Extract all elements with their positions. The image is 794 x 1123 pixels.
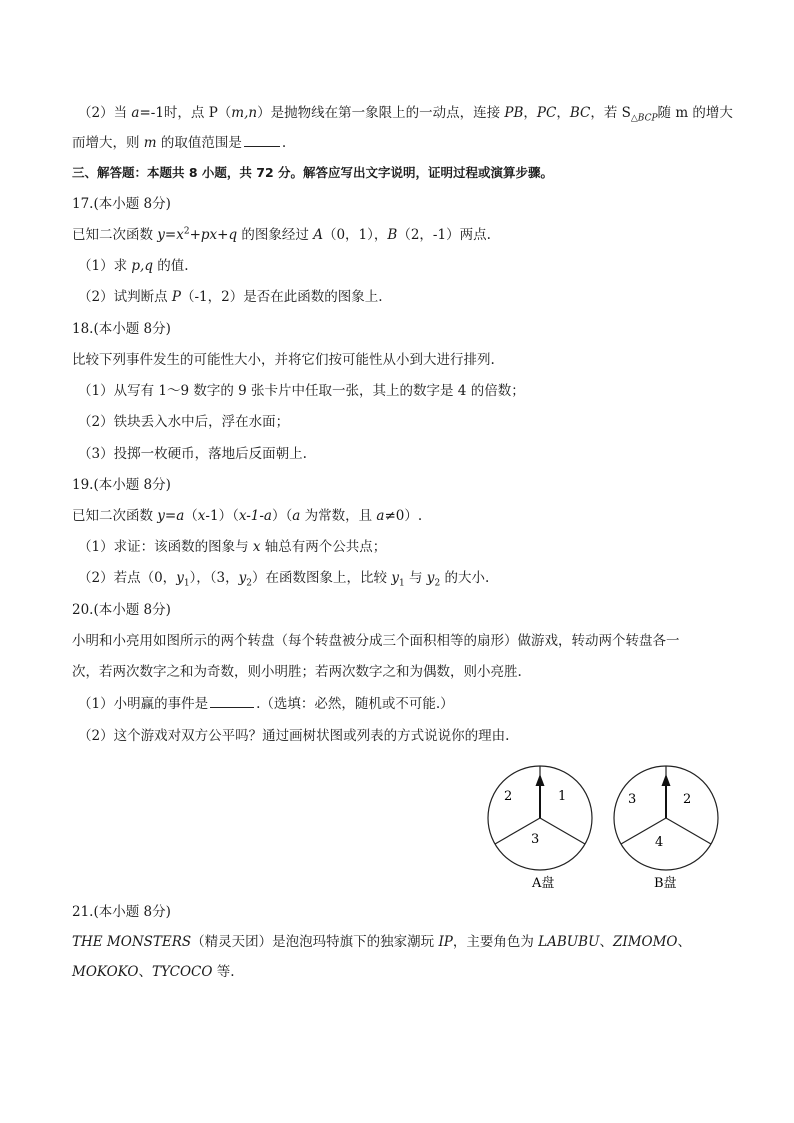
q20-stem-line1: 小明和小亮用如图所示的两个转盘（每个转盘被分成三个面积相等的扇形）做游戏，转动两个转盘各一: [72, 633, 680, 649]
q20-part2: （2）这个游戏对双方公平吗？通过画树状图或列表的方式说说你的理由.: [78, 728, 510, 744]
spinner-a-number-bottom: 3: [531, 832, 540, 847]
q18-part2: （2）铁块丢入水中后，浮在水面；: [78, 414, 290, 430]
arrow-up-icon: [536, 774, 545, 786]
spinner-figure: [482, 760, 732, 900]
q19-part2: （2）若点（0，$y_1$），（3，$y_2$）在函数图象上，比较 $y_1$ 与 $y_2$ 的大小.: [78, 570, 490, 589]
spinner-b-number-right: 2: [683, 792, 692, 807]
q20-part1: （1）小明赢的事件是 .（选填：必然，随机或不可能.）: [78, 696, 454, 712]
spinner-b-divider-right: [666, 818, 711, 844]
q16-part2-line2: 而增大，则 m 的取值范围是 .: [72, 135, 287, 151]
answer-blank: [210, 695, 254, 708]
q18-part1: （1）从写有 1～9 数字的 9 张卡片中任取一张，其上的数字是 4 的倍数；: [78, 383, 525, 399]
q19-stem: 已知二次函数 y=a（x-1）（x-1-a）（a 为常数，且 a≠0）.: [72, 508, 423, 524]
q21-line1: THE MONSTERS（精灵天团）是泡泡玛特旗下的独家潮玩 IP，主要角色为 LABUBU、ZIMOMO、: [72, 934, 691, 950]
q17-part1: （1）求 p,q 的值.: [78, 258, 189, 274]
q19-header: 19.(本小题 8分): [72, 477, 171, 493]
arrow-up-icon: [662, 774, 671, 786]
q18-stem: 比较下列事件发生的可能性大小，并将它们按可能性从小到大进行排列.: [72, 352, 495, 368]
spinner-b: [614, 766, 718, 891]
spinner-b-number-bottom: 4: [655, 835, 664, 850]
q18-part3: （3）投掷一枚硬币，落地后反面朝上.: [78, 446, 307, 462]
answer-blank: [244, 134, 280, 147]
q19-part1: （1）求证：该函数的图象与 x 轴总有两个公共点；: [78, 539, 387, 555]
q20-stem-line2: 次，若两次数字之和为奇数，则小明胜；若两次数字之和为偶数，则小亮胜.: [72, 664, 522, 680]
q16-part2-line1: （2）当 a=-1时，点 P（m,n）是抛物线在第一象限上的一动点，连接 PB，PC，BC，若 $S_{\triangle BCP}$随 m 的增大: [78, 105, 733, 124]
section-heading: 三、解答题：本题共 8 小题，共 72 分。解答应写出文字说明，证明过程或演算步骤。: [72, 165, 554, 180]
spinner-a-number-left: 2: [504, 789, 513, 804]
spinner-a-caption: A盘: [532, 876, 555, 891]
q20-header: 20.(本小题 8分): [72, 602, 171, 618]
q18-header: 18.(本小题 8分): [72, 321, 171, 337]
q17-header: 17.(本小题 8分): [72, 196, 171, 212]
spinner-a-number-right: 1: [558, 789, 567, 804]
spinner-b-number-left: 3: [628, 792, 637, 807]
q17-part2: （2）试判断点 P（-1，2）是否在此函数的图象上.: [78, 289, 383, 305]
q21-line2: MOKOKO、TYCOCO 等.: [72, 964, 235, 980]
spinner-a-divider-right: [540, 818, 585, 844]
spinner-a: [488, 766, 592, 891]
q21-header: 21.(本小题 8分): [72, 904, 171, 920]
q17-stem: 已知二次函数 $y=x^2+px+q$ 的图象经过 A（0，1），B（2，-1）两点.: [72, 226, 491, 243]
spinner-b-caption: B盘: [654, 876, 677, 891]
